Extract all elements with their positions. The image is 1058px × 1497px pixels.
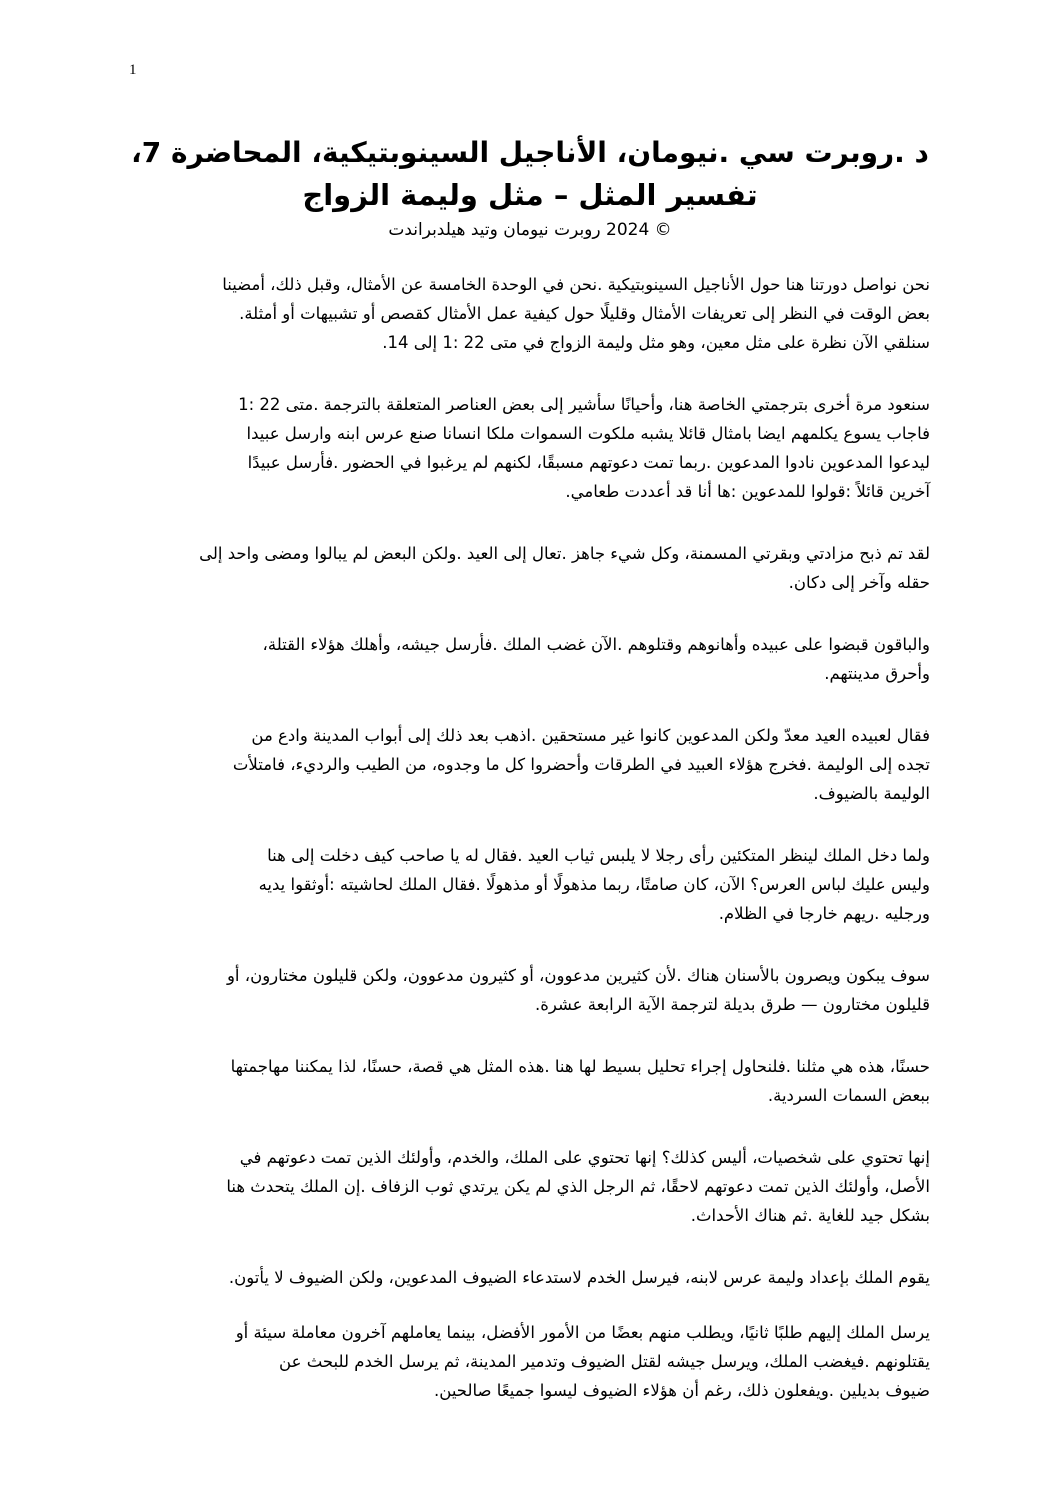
page-number: 1 (129, 62, 137, 78)
paragraph-line: تجده إلى الوليمة .فخرج هؤلاء العبيد في الطرقات وأحضروا كل ما وجدوه، من الطيب والرديء، فامتلأت (232, 755, 930, 774)
paragraph-line: سنلقي الآن نظرة على مثل معين، وهو مثل وليمة الزواج في متى 22 :1 إلى 14. (382, 333, 930, 352)
paragraph-line: فاجاب يسوع يكلمهم ايضا بامثال قائلا يشبه ملكوت السموات ملكا انسانا صنع عرس ابنه وارسل عبيدا (246, 424, 930, 443)
paragraph-4 (130, 630, 930, 688)
paragraph-11 (130, 1318, 930, 1405)
paragraph-1 (130, 270, 930, 357)
paragraph-6 (130, 841, 930, 928)
paragraph-3 (130, 539, 930, 597)
paragraph-line: حسنًا، هذه هي مثلنا .فلنحاول إجراء تحليل بسيط لها هنا .هذه المثل هي قصة، حسنًا، لذا يمكننا مهاجمتها (230, 1057, 930, 1076)
paragraph-line: نحن نواصل دورتنا هنا حول الأناجيل السينوبتيكية .نحن في الوحدة الخامسة عن الأمثال، وقبل ذلك، أمضينا (222, 275, 930, 294)
document-title-line-2: تفسير المثل – مثل وليمة الزواج (302, 178, 758, 212)
paragraph-line: وليس عليك لباس العرس؟ الآن، كان صامتًا، ربما مذهولًا أو مذهولًا .فقال الملك لحاشيته :أوثقوا يديه (258, 875, 930, 894)
paragraph-line: ورجليه .ريهم خارجا في الظلام. (718, 904, 930, 923)
paragraph-line: آخرين قائلاً :قولوا للمدعوين :ها أنا قد أعددت طعامي. (565, 482, 930, 501)
paragraph-7 (130, 961, 930, 1019)
paragraph-line: إنها تحتوي على شخصيات، أليس كذلك؟ إنها تحتوي على الملك، والخدم، وأولئك الذين تمت دعوتهم في (239, 1148, 930, 1167)
paragraph-10 (130, 1263, 930, 1292)
paragraph-line: الأصل، وأولئك الذين تمت دعوتهم لاحقًا، ثم الرجل الذي لم يكن يرتدي ثوب الزفاف .إن الملك يتحدث هنا (226, 1177, 930, 1196)
paragraph-line: يقتلونهم .فيغضب الملك، ويرسل جيشه لقتل الضيوف وتدمير المدينة، ثم يرسل الخدم للبحث عن (279, 1352, 930, 1371)
paragraph-line: والباقون قبضوا على عبيده وأهانوهم وقتلوهم .الآن غضب الملك .فأرسل جيشه، وأهلك هؤلاء القتلة، (262, 635, 930, 654)
paragraph-line: يقوم الملك بإعداد وليمة عرس لابنه، فيرسل الخدم لاستدعاء الضيوف المدعوين، ولكن الضيوف لا يأتون. (228, 1268, 930, 1287)
paragraph-5 (130, 721, 930, 808)
paragraph-line: حقله وآخر إلى دكان. (788, 573, 930, 592)
paragraph-line: ليدعوا المدعوين نادوا المدعوين .ربما تمت دعوتهم مسبقًا، لكنهم لم يرغبوا في الحضور .فأرسل عبيدًا (247, 453, 930, 472)
paragraph-8 (130, 1052, 930, 1110)
paragraph-line: ببعض السمات السردية. (767, 1086, 930, 1105)
paragraph-line: بعض الوقت في النظر إلى تعريفات الأمثال وقليلًا حول كيفية عمل الأمثال كقصص أو تشبيهات أو أمثلة. (239, 304, 930, 323)
paragraph-line: سنعود مرة أخرى بترجمتي الخاصة هنا، وأحيانًا سأشير إلى بعض العناصر المتعلقة بالترجمة .متى 22 :1 (238, 395, 930, 414)
paragraph-line: ضيوف بديلين .ويفعلون ذلك، رغم أن هؤلاء الضيوف ليسوا جميعًا صالحين. (434, 1381, 930, 1400)
paragraph-line: يرسل الملك إليهم طلبًا ثانيًا، ويطلب منهم بعضًا من الأمور الأفضل، بينما يعاملهم آخرون معاملة سيئة أو (235, 1323, 930, 1342)
paragraph-9 (130, 1143, 930, 1230)
paragraph-line: بشكل جيد للغاية .ثم هناك الأحداث. (690, 1206, 930, 1225)
paragraph-line: فقال لعبيده العيد معدّ ولكن المدعوين كانوا غير مستحقين .اذهب بعد ذلك إلى أبواب المدينة وادع من (251, 726, 930, 745)
copyright-notice: © 2024 روبرت نيومان وتيد هيلدبراندت (388, 220, 672, 240)
document-title-line-1: د .روبرت سي .نيومان، الأناجيل السينوبتيكية، المحاضرة 7، (131, 136, 929, 169)
document-body (130, 270, 930, 1438)
paragraph-line: وأحرق مدينتهم. (824, 664, 930, 683)
paragraph-2 (130, 390, 930, 506)
document-header (130, 132, 930, 242)
paragraph-line: سوف يبكون ويصرون بالأسنان هناك .لأن كثيرين مدعوون، أو كثيرون مدعوون، ولكن قليلون مختارون، أو (226, 966, 930, 985)
paragraph-line: ولما دخل الملك لينظر المتكئين رأى رجلا لا يلبس ثياب العيد .فقال له يا صاحب كيف دخلت إلى هنا (267, 846, 930, 865)
paragraph-line: قليلون مختارون — طرق بديلة لترجمة الآية الرابعة عشرة. (534, 995, 930, 1014)
paragraph-line: الوليمة بالضيوف. (813, 784, 930, 803)
paragraph-line: لقد تم ذبح مزادتي وبقرتي المسمنة، وكل شيء جاهز .تعال إلى العيد .ولكن البعض لم يبالوا ومضى واحد إلى (199, 544, 930, 563)
